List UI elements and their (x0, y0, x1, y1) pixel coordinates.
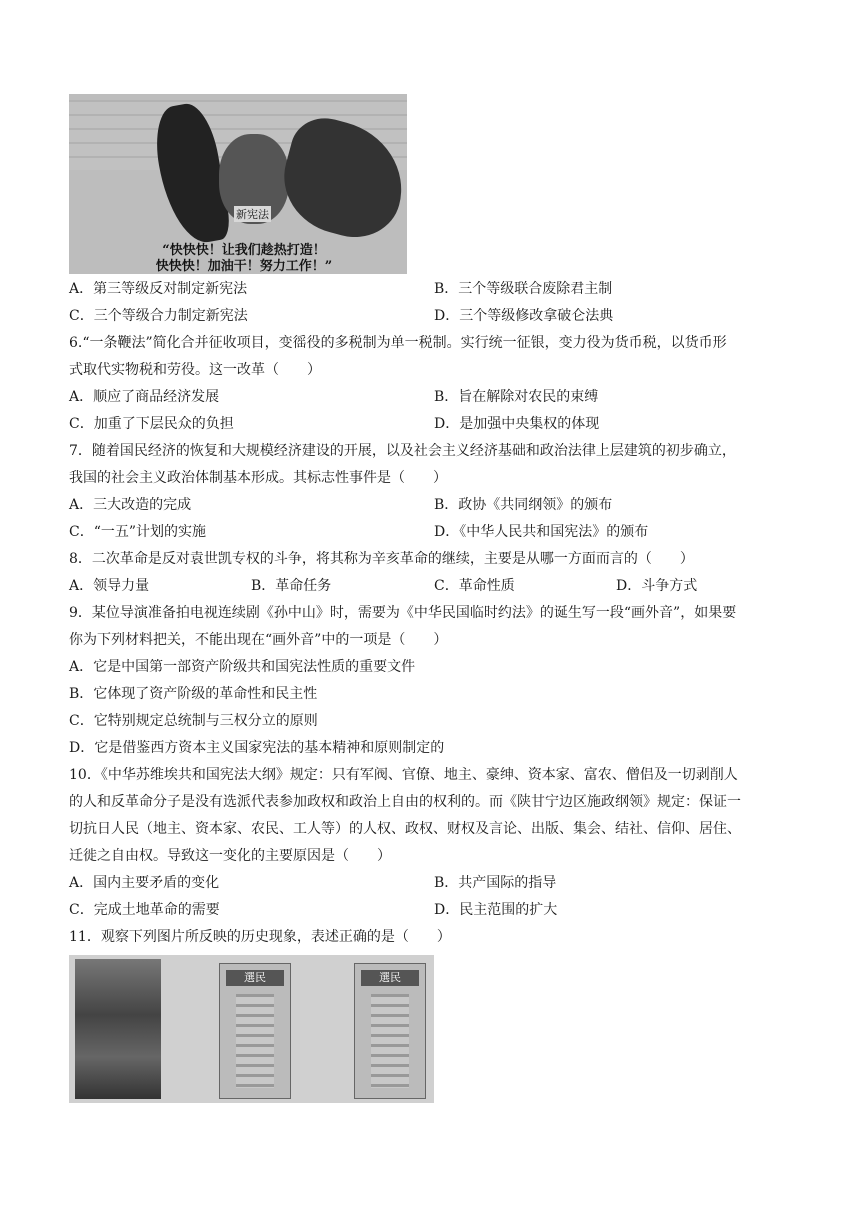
q6-option-c: C．加重了下层民众的负担 (69, 416, 234, 432)
q9-stem-line1: 9．某位导演准备拍电视连续剧《孙中山》时，需要为《中华民国临时约法》的诞生写一段“画外音”，如果要 (69, 605, 737, 621)
q8-option-d: D．斗争方式 (616, 578, 698, 594)
cartoon-image (69, 94, 407, 274)
q5-option-b: B．三个等级联合废除君主制 (434, 281, 613, 297)
q9-option-c: C．它特别规定总统制与三权分立的原则 (69, 713, 318, 729)
cartoon-label: 新宪法 (236, 208, 269, 221)
q5-option-a: A．第三等级反对制定新宪法 (69, 281, 248, 297)
q8-stem: 8．二次革命是反对袁世凯专权的斗争，将其称为辛亥革命的继续，主要是从哪一方面而言的（ ） (69, 551, 694, 567)
q5-option-c: C．三个等级合力制定新宪法 (69, 308, 248, 324)
q11-stem: 11．观察下列图片所反映的历史现象，表述正确的是（ ） (69, 929, 451, 945)
voter-card-2 (354, 963, 426, 1099)
q8-option-a: A．领导力量 (69, 578, 150, 594)
q7-stem-line1: 7．随着国民经济的恢复和大规模经济建设的开展，以及社会主义经济基础和政治法律上层建筑的初步确立， (69, 443, 736, 459)
voter-card-1-body (236, 994, 274, 1088)
q6-option-a: A．顺应了商品经济发展 (69, 389, 220, 405)
q9-option-d: D．它是借鉴西方资本主义国家宪法的基本精神和原则制定的 (69, 740, 445, 756)
voter-card-1-header: 選民 (226, 970, 284, 986)
q7-option-a: A．三大改造的完成 (69, 497, 192, 513)
q10-option-d: D．民主范围的扩大 (434, 902, 558, 918)
q7-option-b: B．政协《共同纲领》的颁布 (434, 497, 613, 513)
q6-option-d: D．是加强中央集权的体现 (434, 416, 600, 432)
q10-stem-line2: 的人和反革命分子是没有选派代表参加政权和政治上自由的权利的。而《陕甘宁边区施政纲领》规定：保证一 (69, 794, 741, 810)
q10-stem-line3: 切抗日人民（地主、资本家、农民、工人等）的人权、政权、财权及言论、出版、集会、结社、信仰、居住、 (69, 821, 741, 837)
q9-option-a: A．它是中国第一部资产阶级共和国宪法性质的重要文件 (69, 659, 416, 675)
crowd-photo (75, 959, 161, 1099)
q9-stem-line2: 你为下列材料把关，不能出现在“画外音”中的一项是（ ） (69, 632, 448, 648)
q10-option-c: C．完成土地革命的需要 (69, 902, 220, 918)
q7-option-d: D．《中华人民共和国宪法》的颁布 (434, 524, 649, 540)
q10-stem-line4: 迁徙之自由权。导致这一变化的主要原因是（ ） (69, 848, 391, 864)
q6-stem-line1: 6.“一条鞭法”简化合并征收项目，变徭役的多税制为单一税制。实行统一征银，变力役为货币税，以货币形 (69, 335, 727, 351)
voter-card-2-header: 選民 (361, 970, 419, 986)
q10-option-a: A．国内主要矛盾的变化 (69, 875, 220, 891)
q6-stem-line2: 式取代实物税和劳役。这一改革（ ） (69, 362, 321, 378)
q5-option-d: D．三个等级修改拿破仑法典 (434, 308, 614, 324)
q8-option-c: C．革命性质 (434, 578, 515, 594)
q7-option-c: C．“一五”计划的实施 (69, 524, 207, 540)
q6-option-b: B．旨在解除对农民的束缚 (434, 389, 599, 405)
q9-option-b: B．它体现了资产阶级的革命性和民主性 (69, 686, 318, 702)
voter-card-2-body (371, 994, 409, 1088)
q10-option-b: B．共产国际的指导 (434, 875, 557, 891)
cartoon-caption-line2: 快快快！加油干！努力工作！” (155, 259, 333, 274)
q7-stem-line2: 我国的社会主义政治体制基本形成。其标志性事件是（ ） (69, 470, 447, 486)
election-images (69, 955, 434, 1103)
voter-card-1 (219, 963, 291, 1099)
q8-option-b: B．革命任务 (251, 578, 332, 594)
cartoon-caption-line1: “快快快！让我们趁热打造！ (162, 243, 326, 258)
q10-stem-line1: 10．《中华苏维埃共和国宪法大纲》规定：只有军阀、官僚、地主、豪绅、资本家、富农、僧侣及一切剥削人 (69, 767, 738, 783)
